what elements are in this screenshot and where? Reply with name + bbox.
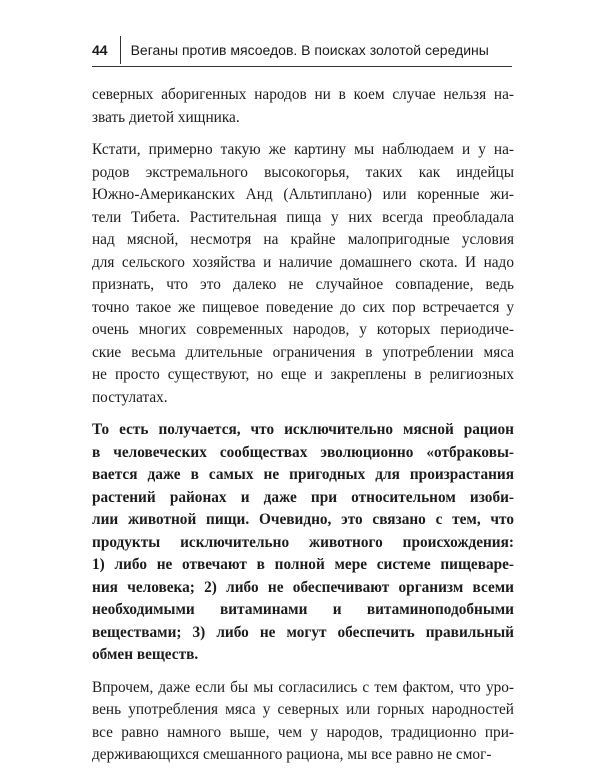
text-line: родов экстремального высокогорья, таких как индейцы	[92, 163, 514, 181]
running-title: Веганы против мясоедов. В поисках золотой середины	[130, 42, 489, 58]
paragraph	[92, 84, 514, 129]
text-line: вень употребления мяса у северных или горных народностей	[92, 701, 514, 718]
paragraph	[92, 139, 514, 409]
paragraph	[92, 677, 514, 767]
bold-paragraph	[92, 419, 514, 667]
text-line: Южно-Американских Анд (Альтиплано) или коренные жи-	[92, 186, 514, 203]
text-line: 1) либо не отвечают в полной мере системе пищеваре-	[92, 556, 514, 573]
text-line: продукты исключительно животного происхождения:	[92, 533, 514, 551]
text-line: То есть получается, что исключительно мясной рацион	[92, 421, 514, 438]
running-header	[92, 36, 489, 64]
header-rule	[92, 66, 512, 67]
body-text	[92, 84, 514, 777]
text-line: не просто существуют, но еще и закреплены в религиозных	[92, 366, 514, 383]
text-line: постулатах.	[92, 388, 168, 406]
text-line: ния человека; 2) либо не обеспечивают организм всеми	[92, 578, 514, 596]
text-line: ские весьма длительные ограничения в употреблении мяса	[92, 343, 514, 361]
text-line: для сельского хозяйства и наличие домашнего скота. И надо	[92, 253, 514, 271]
text-line: держивающихся смешанного рациона, мы все равно не смог-	[92, 746, 492, 763]
text-line: Кстати, примерно такую же картину мы наблюдаем и у на-	[92, 141, 514, 158]
text-line: в человеческих сообществах эволюционно «отбраковы-	[92, 443, 514, 461]
text-line: все равно намного выше, чем у народов, традиционно при-	[92, 723, 514, 741]
text-line: необходимыми витаминами и витаминоподобными	[92, 601, 514, 618]
text-line: Впрочем, даже если бы мы согласились с тем фактом, что уро-	[92, 678, 514, 696]
text-line: признать, что это далеко не случайное совпадение, ведь	[92, 276, 514, 293]
text-line: вается даже в самых не пригодных для произрастания	[92, 466, 514, 483]
text-line: северных аборигенных народов ни в коем случае нельзя на-	[92, 86, 514, 103]
text-line: тели Тибета. Растительная пища у них всегда преобладала	[92, 208, 514, 226]
text-line: точно такое же пищевое поведение до сих пор встречается у	[92, 298, 514, 316]
text-line: веществами; 3) либо не могут обеспечить правильный	[92, 623, 514, 641]
page-number: 44	[92, 42, 108, 58]
text-line: очень многих современных народов, у которых периодиче-	[92, 321, 514, 338]
text-line: лии животной пищи. Очевидно, это связано с тем, что	[92, 511, 514, 528]
text-line: звать диетой хищника.	[92, 108, 240, 126]
text-line: растений районах и даже при относительном изоби-	[92, 488, 514, 506]
text-line: обмен веществ.	[92, 646, 199, 663]
text-line: над мясной, несмотря на крайне малопригодные условия	[92, 231, 514, 248]
